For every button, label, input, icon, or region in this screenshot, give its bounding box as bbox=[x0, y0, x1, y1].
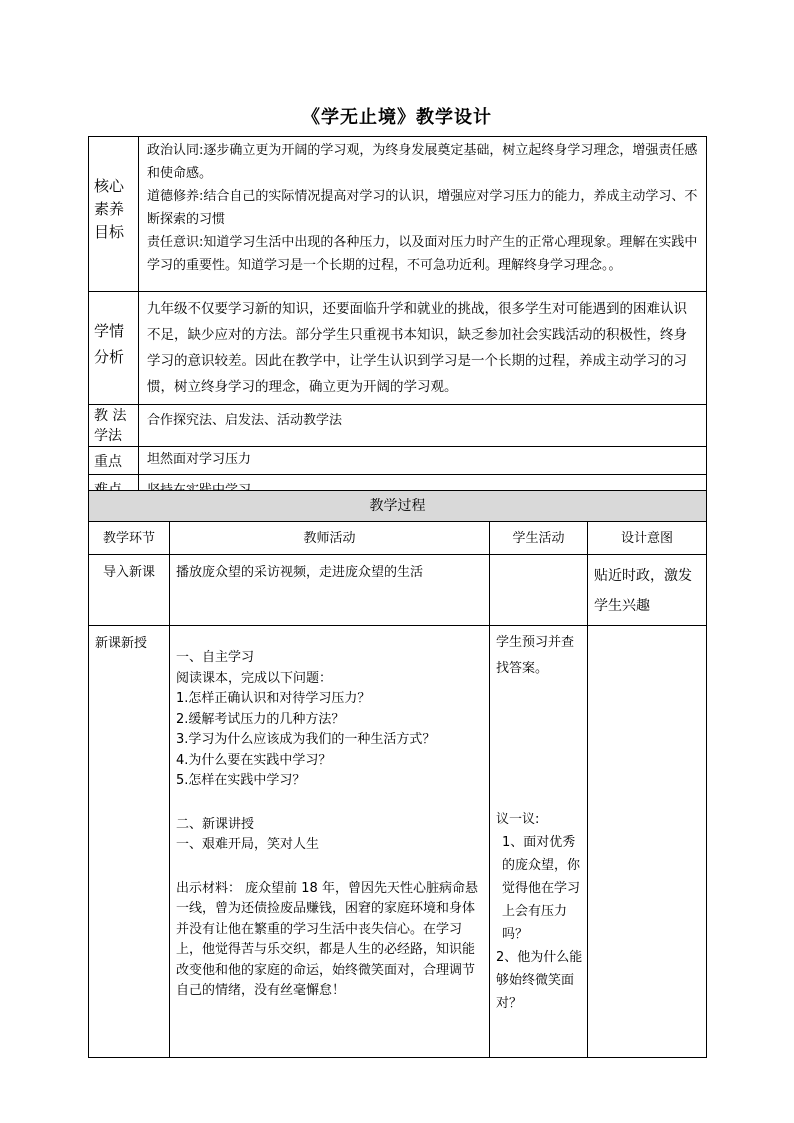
student-spacer bbox=[496, 682, 583, 808]
xueqing-content: 九年级不仅要学习新的知识，还要面临升学和就业的挑战，很多学生对可能遇到的困难认识不足，缺少应对的方法。部分学生只重视书本知识，缺乏参加社会实践活动的积极性，终身学习的意识较差。因此在教学中，让学生认识到学习是一个长期的过程，养成主动学习的习惯，树立终身学习的理念，确立更为开阔的学习观。 bbox=[139, 292, 707, 405]
core-paragraph: 道德修养:结合自己的实际情况提高对学习的认识，增强应对学习压力的能力，养成主动学习、不断探索的习惯 bbox=[147, 189, 698, 227]
process-title: 教学过程 bbox=[89, 491, 707, 522]
intro-teacher: 播放庞众望的采访视频，走进庞众望的生活 bbox=[170, 555, 490, 626]
student-line: 1、面对优秀的庞众望，你觉得他在学习上会有压力吗？ bbox=[502, 835, 581, 942]
new-student bbox=[490, 626, 588, 1058]
xueqing-label-line: 学情 bbox=[94, 322, 125, 340]
header-student: 学生活动 bbox=[490, 522, 588, 555]
core-label-line: 核心 bbox=[94, 177, 125, 195]
intro-stage: 导入新课 bbox=[89, 555, 170, 626]
zhongdian-content: 坦然面对学习压力 bbox=[139, 447, 707, 475]
header-stage: 教学环节 bbox=[89, 522, 170, 555]
teacher-line: 5.怎样在实践中学习？ bbox=[176, 773, 306, 788]
student-line: 2、他为什么能够始终微笑面对？ bbox=[496, 950, 583, 1011]
teacher-line: 3.学习为什么应该成为我们的一种生活方式？ bbox=[176, 732, 436, 747]
zhongdian-label: 重点 bbox=[89, 447, 139, 475]
teacher-line: 2.缓解考试压力的几种方法？ bbox=[176, 711, 345, 727]
intro-intent: 贴近时政，激发学生兴趣 bbox=[588, 555, 707, 626]
process-table bbox=[88, 490, 707, 1058]
teacher-line: 阅读课本，完成以下问题： bbox=[176, 670, 333, 686]
jiaofa-label-line: 教 法 bbox=[94, 408, 127, 424]
student-line: 议一议: bbox=[496, 812, 540, 827]
teacher-line: 一、艰难开局，笑对人生 bbox=[176, 837, 320, 852]
teacher-spacer bbox=[176, 792, 483, 815]
core-content bbox=[139, 137, 707, 292]
header-intent: 设计意图 bbox=[588, 522, 707, 555]
header-teacher: 教师活动 bbox=[170, 522, 490, 555]
core-label-line: 目标 bbox=[94, 223, 125, 241]
xueqing-label-line: 分析 bbox=[94, 348, 125, 366]
intro-student bbox=[490, 555, 588, 626]
page-title: 《学无止境》教学设计 bbox=[302, 107, 492, 128]
core-label bbox=[89, 137, 139, 292]
jiaofa-label bbox=[89, 405, 139, 447]
core-paragraph: 政治认同:逐步确立更为开阔的学习观，为终身发展奠定基础，树立起终身学习理念，增强责任感和使命感。 bbox=[147, 143, 698, 181]
teacher-line: 1.怎样正确认识和对待学习压力？ bbox=[176, 691, 371, 706]
core-label-line: 素养 bbox=[94, 200, 125, 218]
teacher-line: 4.为什么要在实践中学习？ bbox=[176, 752, 332, 768]
jiaofa-content: 合作探究法、启发法、活动教学法 bbox=[139, 405, 707, 447]
teacher-material: 出示材料： 庞众望前 18 年，曾因先天性心脏病命悬一线，曾为还债捡废品赚钱，困窘的家庭环境和身体并没有让他在繁重的学习生活中丧失信心。在学习上，他觉得苦与乐交织，都是人生的必经路，知识能改变他和他的家庭的命运，始终微笑面对，合理调节自己的情绪，没有丝毫懈怠！ bbox=[176, 880, 478, 998]
jiaofa-label-line: 学法 bbox=[94, 428, 122, 444]
teacher-line: 一、自主学习 bbox=[176, 650, 255, 665]
teacher-line: 二、新课讲授 bbox=[176, 816, 255, 832]
new-stage: 新课新授 bbox=[89, 626, 170, 1058]
teacher-spacer bbox=[176, 856, 483, 879]
core-paragraph: 责任意识:知道学习生活中出现的各种压力，以及面对压力时产生的正常心理现象。理解在实践中学习的重要性。知道学习是一个长期的过程，不可急功近利。理解终身学习理念。。 bbox=[147, 235, 698, 273]
new-teacher bbox=[170, 626, 490, 1058]
student-line: 学生预习并查找答案。 bbox=[496, 635, 575, 676]
new-intent bbox=[588, 626, 707, 1058]
xueqing-label bbox=[89, 292, 139, 405]
info-table bbox=[88, 136, 707, 503]
